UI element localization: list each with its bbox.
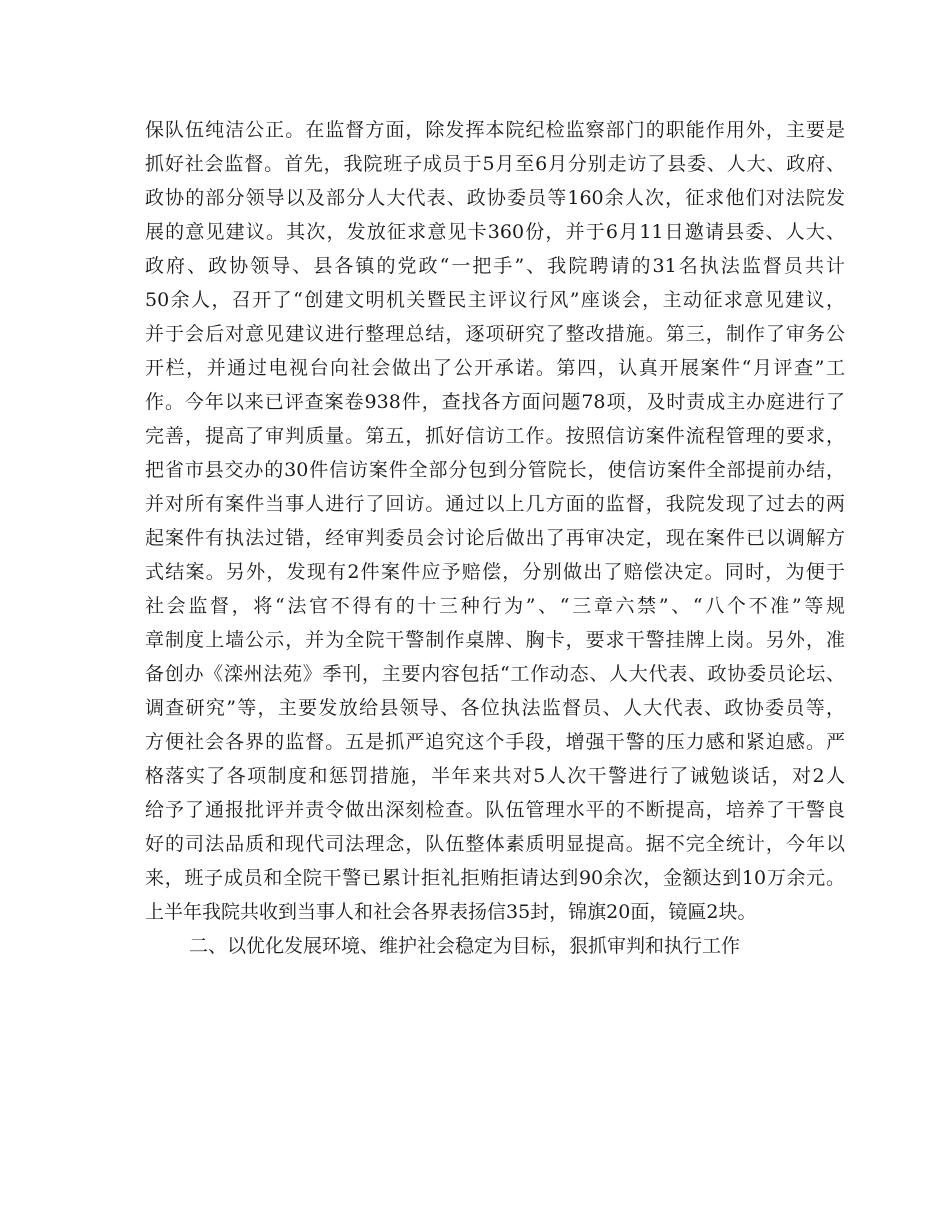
section-heading: 二、以优化发展环境、维护社会稳定为目标，狠抓审判和执行工作 <box>189 935 741 957</box>
paragraph-line-23: 来，班子成员和全院干警已累计拒礼拒贿拒请达到90余次，金额达到10万余元。 <box>145 867 845 889</box>
paragraph-line-4: 展的意见建议。其次，发放征求意见卡360份，并于6月11日邀请县委、人大、 <box>145 221 845 243</box>
paragraph-line-14: 式结案。另外，发现有2件案件应予赔偿，分别做出了赔偿决定。同时，为便于 <box>145 561 845 583</box>
paragraph-line-2: 抓好社会监督。首先，我院班子成员于5月至6月分别走访了县委、人大、政府、 <box>145 153 845 175</box>
paragraph-line-9: 作。今年以来已评查案卷938件，查找各方面问题78项，及时责成主办庭进行了 <box>145 391 845 413</box>
paragraph-line-8: 开栏，并通过电视台向社会做出了公开承诺。第四，认真开展案件“月评查”工 <box>145 357 845 379</box>
paragraph-line-13: 起案件有执法过错，经审判委员会讨论后做出了再审决定，现在案件已以调解方 <box>145 527 845 549</box>
paragraph-line-16: 章制度上墙公示，并为全院干警制作桌牌、胸卡，要求干警挂牌上岗。另外，准 <box>145 629 845 651</box>
paragraph-line-11: 把省市县交办的30件信访案件全部分包到分管院长，使信访案件全部提前办结， <box>145 459 845 481</box>
paragraph-line-22: 好的司法品质和现代司法理念，队伍整体素质明显提高。据不完全统计，今年以 <box>145 833 845 855</box>
paragraph-line-3: 政协的部分领导以及部分人大代表、政协委员等160余人次，征求他们对法院发 <box>145 187 845 209</box>
paragraph-line-10: 完善，提高了审判质量。第五，抓好信访工作。按照信访案件流程管理的要求， <box>145 425 845 447</box>
paragraph-line-7: 并于会后对意见建议进行整理总结，逐项研究了整改措施。第三，制作了审务公 <box>145 323 845 345</box>
paragraph-line-24: 上半年我院共收到当事人和社会各界表扬信35封，锦旗20面，镜匾2块。 <box>145 901 757 923</box>
paragraph-line-6: 50余人，召开了“创建文明机关暨民主评议行风”座谈会，主动征求意见建议， <box>145 289 845 311</box>
paragraph-line-17: 备创办《滦州法苑》季刊，主要内容包括“工作动态、人大代表、政协委员论坛、 <box>145 663 845 685</box>
paragraph-line-21: 给予了通报批评并责令做出深刻检查。队伍管理水平的不断提高，培养了干警良 <box>145 799 845 821</box>
paragraph-line-1: 保队伍纯洁公正。在监督方面，除发挥本院纪检监察部门的职能作用外，主要是 <box>145 119 845 141</box>
paragraph-line-12: 并对所有案件当事人进行了回访。通过以上几方面的监督，我院发现了过去的两 <box>145 493 845 515</box>
paragraph-line-20: 格落实了各项制度和惩罚措施，半年来共对5人次干警进行了诫勉谈话，对2人 <box>145 765 845 787</box>
paragraph-line-15: 社会监督，将“法官不得有的十三种行为”、“三章六禁”、“八个不准”等规 <box>145 595 845 617</box>
paragraph-line-19: 方便社会各界的监督。五是抓严追究这个手段，增强干警的压力感和紧迫感。严 <box>145 731 845 753</box>
paragraph-line-18: 调查研究”等，主要发放给县领导、各位执法监督员、人大代表、政协委员等， <box>145 697 845 719</box>
paragraph-line-5: 政府、政协领导、县各镇的党政“一把手”、我院聘请的31名执法监督员共计 <box>145 255 845 277</box>
